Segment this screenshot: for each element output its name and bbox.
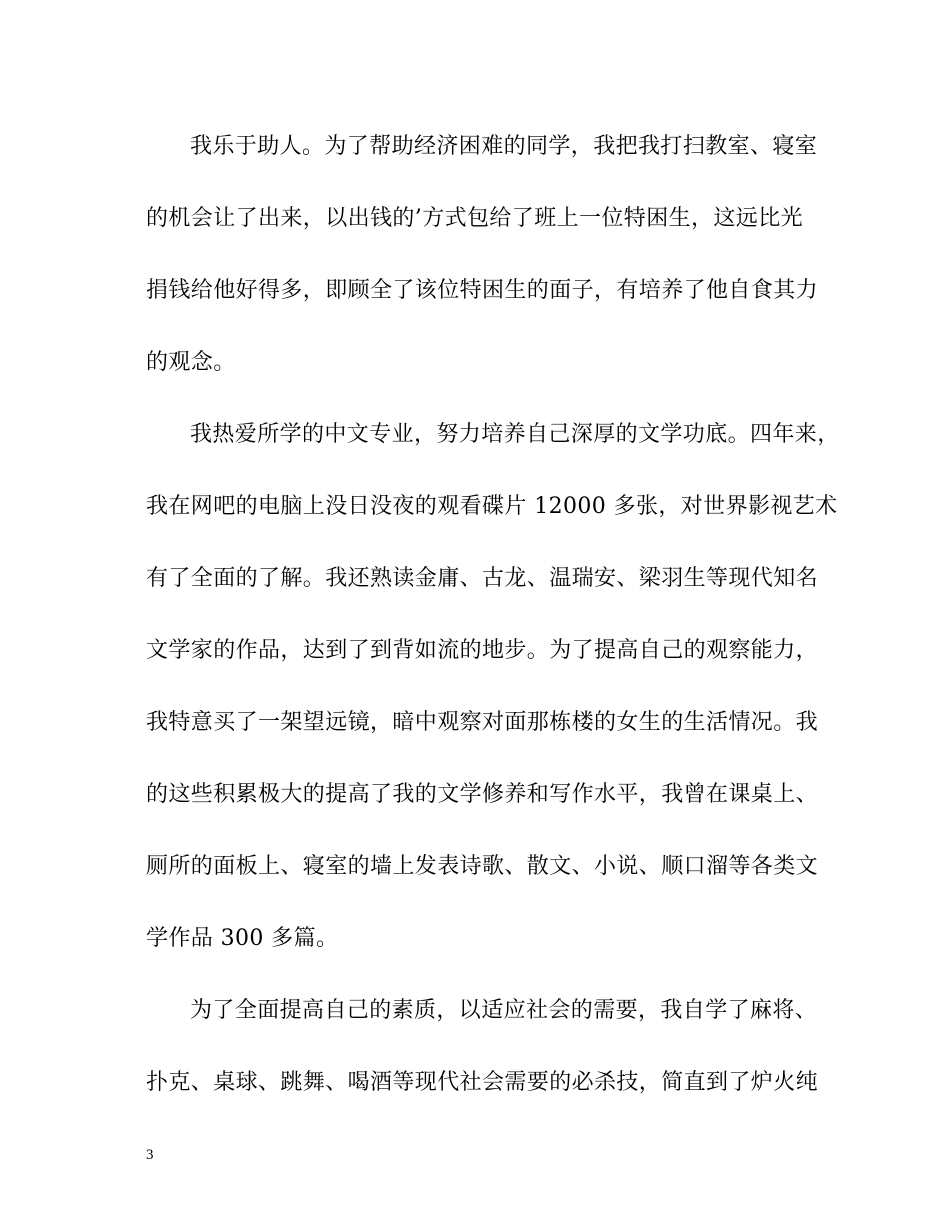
paragraph-1-line-3: 捐钱给他好得多，即顾全了该位特困生的面子，有培养了他自食其力 [146, 278, 819, 303]
paragraph-1-line-2: 的机会让了出来，以出钱的’方式包给了班上一位特困生，这远比光 [146, 206, 803, 231]
paragraph-2-line-2: 我在网吧的电脑上没日没夜的观看碟片 12000 多张，对世界影视艺术 [146, 494, 838, 519]
paragraph-2-line-1: 我热爱所学的中文专业，努力培养自己深厚的文学功底。四年来， [190, 422, 840, 447]
paragraph-2-line-7: 厕所的面板上、寝室的墙上发表诗歌、散文、小说、顺口溜等各类文 [146, 854, 819, 879]
paragraph-3-line-2: 扑克、桌球、跳舞、喝酒等现代社会需要的必杀技，简直到了炉火纯 [146, 1070, 819, 1095]
paragraph-3-line-1: 为了全面提高自己的素质，以适应社会的需要，我自学了麻将、 [190, 998, 818, 1023]
paragraph-2-line-4: 文学家的作品，达到了到背如流的地步。为了提高自己的观察能力， [146, 638, 819, 663]
paragraph-1-line-4: 的观念。 [146, 350, 236, 375]
paragraph-1-line-1: 我乐于助人。为了帮助经济困难的同学，我把我打扫教室、寝室 [190, 134, 818, 159]
paragraph-2-line-6: 的这些积累极大的提高了我的文学修养和写作水平，我曾在课桌上、 [146, 782, 819, 807]
paragraph-2-line-3: 有了全面的了解。我还熟读金庸、古龙、温瑞安、梁羽生等现代知名 [146, 566, 819, 591]
paragraph-2-line-5: 我特意买了一架望远镜，暗中观察对面那栋楼的女生的生活情况。我 [146, 710, 819, 735]
page-number: 3 [146, 1147, 154, 1163]
paragraph-2-line-8: 学作品 300 多篇。 [146, 926, 339, 951]
